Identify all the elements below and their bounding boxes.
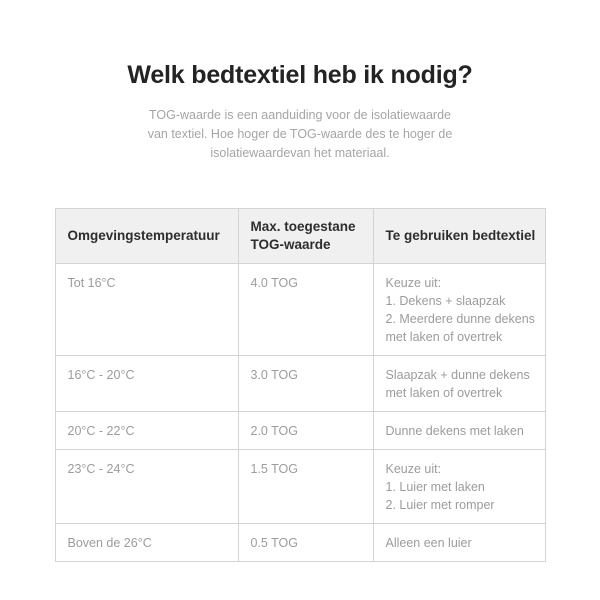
cell-textile-line: Dunne dekens met laken	[385, 424, 524, 438]
cell-textile-line: Keuze uit:	[385, 462, 442, 476]
cell-temperature-line: 20°C - 22°C	[67, 424, 135, 438]
cell-temperature	[55, 450, 238, 524]
cell-temperature	[55, 264, 238, 356]
page-title: Welk bedtextiel heb ik nodig?	[127, 61, 473, 89]
table-row	[55, 356, 545, 412]
cell-textile-line: Alleen een luier	[385, 536, 472, 550]
cell-textile-line: Slaapzak + dunne dekens met laken of overtrek	[385, 368, 530, 400]
cell-tog	[238, 412, 373, 450]
cell-tog-line: 2.0 TOG	[250, 424, 298, 438]
tog-table	[55, 208, 546, 562]
cell-temperature	[55, 524, 238, 562]
table-row	[55, 412, 545, 450]
cell-temperature-line: Tot 16°C	[67, 276, 116, 290]
cell-textile-line: Keuze uit:	[385, 276, 442, 290]
header-tog: Max. toegestane TOG-waarde	[238, 209, 373, 264]
cell-textile	[373, 450, 545, 524]
cell-tog-line: 4.0 TOG	[250, 276, 298, 290]
cell-textile	[373, 356, 545, 412]
cell-tog-line: 0.5 TOG	[250, 536, 298, 550]
cell-temperature-line: 16°C - 20°C	[67, 368, 135, 382]
cell-temperature	[55, 356, 238, 412]
cell-textile-line: 2. Meerdere dunne dekens met laken of overtrek	[385, 312, 535, 344]
page-subtitle: TOG-waarde is een aanduiding voor de isolatiewaarde van textiel. Hoe hoger de TOG-waarde des te hoger de isolatiewaardevan het materiaal.	[147, 108, 453, 160]
cell-textile	[373, 412, 545, 450]
cell-tog-line: 3.0 TOG	[250, 368, 298, 382]
cell-textile-line: 1. Luier met laken	[385, 480, 485, 494]
cell-tog	[238, 450, 373, 524]
table-row	[55, 524, 545, 562]
table-row	[55, 264, 545, 356]
cell-textile-line: 2. Luier met romper	[385, 498, 495, 512]
cell-tog-line: 1.5 TOG	[250, 462, 298, 476]
cell-temperature-line: Boven de 26°C	[67, 536, 152, 550]
cell-tog	[238, 264, 373, 356]
cell-textile	[373, 524, 545, 562]
cell-temperature-line: 23°C - 24°C	[67, 462, 135, 476]
cell-tog	[238, 524, 373, 562]
table-header-row	[55, 209, 545, 264]
table-row	[55, 450, 545, 524]
cell-textile	[373, 264, 545, 356]
cell-textile-line: 1. Dekens + slaapzak	[385, 294, 506, 308]
table-body	[55, 264, 545, 562]
header-textile: Te gebruiken bedtextiel	[373, 209, 545, 264]
cell-temperature	[55, 412, 238, 450]
cell-tog	[238, 356, 373, 412]
header-temperature: Omgevingstemperatuur	[55, 209, 238, 264]
